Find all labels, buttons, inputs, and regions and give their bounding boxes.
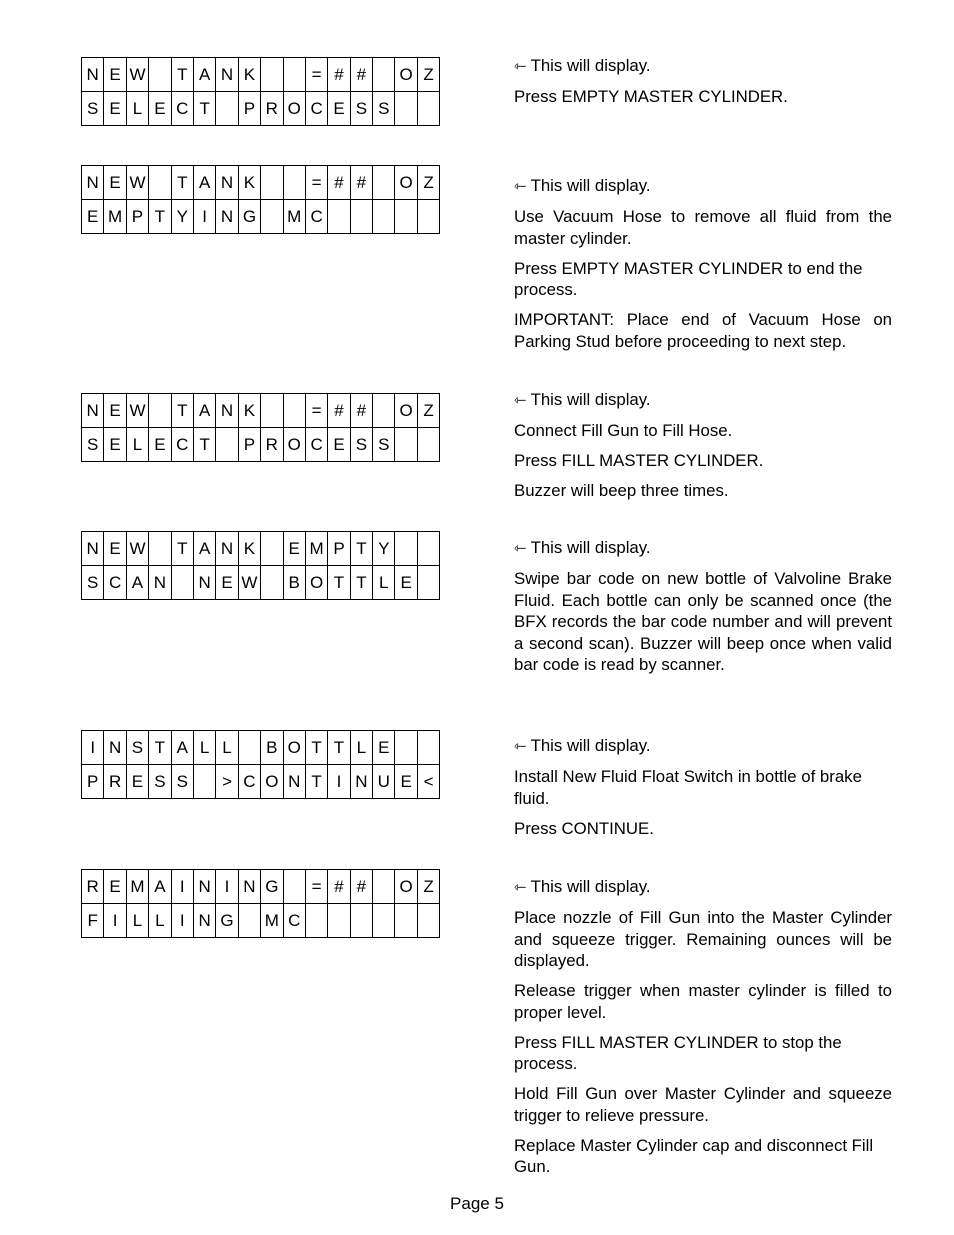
lcd-cell: Z bbox=[417, 166, 439, 200]
lcd-cell: P bbox=[238, 428, 260, 462]
lcd-cell: S bbox=[350, 92, 372, 126]
instruction-paragraph bbox=[514, 766, 892, 809]
lcd-cell: T bbox=[171, 58, 193, 92]
lcd-cell: W bbox=[126, 58, 148, 92]
lcd-cell: P bbox=[238, 92, 260, 126]
lcd-cell: W bbox=[238, 566, 260, 600]
lcd-cell bbox=[373, 870, 395, 904]
lcd-cell: = bbox=[305, 394, 327, 428]
paragraph-text: Connect Fill Gun to Fill Hose. bbox=[514, 421, 733, 440]
lcd-cell: I bbox=[216, 870, 238, 904]
lcd-cell: G bbox=[216, 904, 238, 938]
lcd-cell bbox=[395, 92, 417, 126]
lcd-cell: O bbox=[395, 58, 417, 92]
step-description bbox=[514, 876, 892, 1186]
lcd-cell bbox=[216, 92, 238, 126]
lcd-cell: M bbox=[126, 870, 148, 904]
step-description bbox=[514, 175, 892, 361]
lcd-display bbox=[81, 57, 440, 126]
lcd-cell: Y bbox=[373, 532, 395, 566]
left-arrow-icon: ⇽ bbox=[514, 879, 527, 896]
lcd-cell: I bbox=[193, 200, 215, 234]
lcd-cell: M bbox=[283, 200, 305, 234]
lcd-cell bbox=[149, 166, 171, 200]
instruction-paragraph bbox=[514, 309, 892, 352]
lcd-cell bbox=[373, 394, 395, 428]
instruction-paragraph bbox=[514, 818, 892, 840]
lcd-cell: E bbox=[149, 92, 171, 126]
lcd-cell: L bbox=[126, 92, 148, 126]
lcd-display bbox=[81, 730, 440, 799]
lcd-cell bbox=[238, 904, 260, 938]
lcd-cell: A bbox=[126, 566, 148, 600]
lcd-cell: < bbox=[417, 765, 439, 799]
lcd-cell: O bbox=[283, 92, 305, 126]
lcd-cell bbox=[149, 394, 171, 428]
display-note bbox=[514, 175, 892, 198]
lcd-cell bbox=[395, 200, 417, 234]
lcd-cell: L bbox=[193, 731, 215, 765]
left-arrow-icon: ⇽ bbox=[514, 178, 527, 195]
lcd-cell bbox=[417, 904, 439, 938]
lcd-cell: E bbox=[395, 765, 417, 799]
lcd-cell: E bbox=[104, 532, 126, 566]
lcd-cell: I bbox=[171, 870, 193, 904]
lcd-cell: N bbox=[216, 166, 238, 200]
lcd-cell: Z bbox=[417, 394, 439, 428]
lcd-cell: S bbox=[373, 92, 395, 126]
lcd-cell bbox=[350, 904, 372, 938]
instruction-paragraph bbox=[514, 568, 892, 676]
lcd-cell: P bbox=[126, 200, 148, 234]
lcd-cell: I bbox=[82, 731, 104, 765]
lcd-cell: Z bbox=[417, 870, 439, 904]
paragraph-text: This will display. bbox=[530, 538, 651, 557]
lcd-cell: C bbox=[238, 765, 260, 799]
lcd-cell: E bbox=[328, 92, 350, 126]
lcd-cell: S bbox=[350, 428, 372, 462]
lcd-cell bbox=[261, 394, 283, 428]
instruction-paragraph bbox=[514, 1083, 892, 1126]
lcd-cell: N bbox=[238, 870, 260, 904]
lcd-cell: C bbox=[283, 904, 305, 938]
lcd-cell bbox=[373, 904, 395, 938]
lcd-cell bbox=[149, 532, 171, 566]
lcd-cell: K bbox=[238, 532, 260, 566]
lcd-cell: = bbox=[305, 58, 327, 92]
lcd-cell: T bbox=[305, 731, 327, 765]
paragraph-text: This will display. bbox=[530, 56, 651, 75]
lcd-cell: C bbox=[305, 92, 327, 126]
instruction-paragraph bbox=[514, 907, 892, 972]
lcd-cell: S bbox=[126, 731, 148, 765]
lcd-cell: E bbox=[149, 428, 171, 462]
lcd-cell bbox=[261, 566, 283, 600]
lcd-cell bbox=[261, 200, 283, 234]
step-description bbox=[514, 735, 892, 848]
paragraph-text: Swipe bar code on new bottle of Valvoline Brake Fluid. Each bottle can only be scanned once (the BFX records the bar code number and will prevent a second scan). Buzzer will beep once when valid bar code is read by scanner. bbox=[514, 569, 892, 674]
paragraph-text: Buzzer will beep three times. bbox=[514, 481, 729, 500]
lcd-cell: E bbox=[216, 566, 238, 600]
lcd-cell: E bbox=[126, 765, 148, 799]
lcd-cell: E bbox=[395, 566, 417, 600]
lcd-cell bbox=[305, 904, 327, 938]
lcd-row bbox=[82, 166, 440, 200]
lcd-cell bbox=[261, 532, 283, 566]
lcd-cell: Z bbox=[417, 58, 439, 92]
display-note bbox=[514, 389, 892, 412]
lcd-cell: B bbox=[261, 731, 283, 765]
display-note bbox=[514, 537, 892, 560]
lcd-cell: T bbox=[171, 532, 193, 566]
lcd-row bbox=[82, 92, 440, 126]
lcd-cell: Y bbox=[171, 200, 193, 234]
lcd-cell: S bbox=[149, 765, 171, 799]
lcd-cell: R bbox=[261, 92, 283, 126]
lcd-cell bbox=[261, 166, 283, 200]
lcd-cell: # bbox=[350, 58, 372, 92]
lcd-cell bbox=[395, 428, 417, 462]
lcd-cell bbox=[395, 731, 417, 765]
lcd-row bbox=[82, 731, 440, 765]
lcd-display bbox=[81, 165, 440, 234]
lcd-cell: S bbox=[82, 428, 104, 462]
left-arrow-icon: ⇽ bbox=[514, 738, 527, 755]
lcd-cell: L bbox=[126, 428, 148, 462]
lcd-cell: N bbox=[193, 566, 215, 600]
lcd-cell: N bbox=[216, 394, 238, 428]
lcd-cell: C bbox=[305, 428, 327, 462]
lcd-cell bbox=[417, 200, 439, 234]
lcd-cell: T bbox=[171, 166, 193, 200]
instruction-paragraph bbox=[514, 86, 892, 108]
lcd-cell: = bbox=[305, 166, 327, 200]
lcd-cell: N bbox=[193, 904, 215, 938]
lcd-cell bbox=[283, 394, 305, 428]
lcd-cell: N bbox=[216, 200, 238, 234]
lcd-cell: # bbox=[350, 394, 372, 428]
lcd-cell: # bbox=[328, 870, 350, 904]
paragraph-text: Press CONTINUE. bbox=[514, 818, 654, 838]
instruction-paragraph bbox=[514, 420, 892, 442]
lcd-cell: S bbox=[82, 92, 104, 126]
lcd-cell bbox=[417, 566, 439, 600]
paragraph-text: Install New Fluid Float Switch in bottle of brake fluid. bbox=[514, 767, 862, 808]
lcd-cell: T bbox=[305, 765, 327, 799]
lcd-cell: E bbox=[104, 166, 126, 200]
lcd-cell: L bbox=[216, 731, 238, 765]
lcd-cell: O bbox=[283, 731, 305, 765]
lcd-cell: L bbox=[373, 566, 395, 600]
lcd-cell bbox=[373, 58, 395, 92]
lcd-cell: O bbox=[305, 566, 327, 600]
lcd-cell: T bbox=[350, 532, 372, 566]
lcd-cell: T bbox=[350, 566, 372, 600]
lcd-cell: N bbox=[149, 566, 171, 600]
lcd-cell: E bbox=[373, 731, 395, 765]
lcd-cell: O bbox=[395, 394, 417, 428]
paragraph-text: Press FILL MASTER CYLINDER to stop the process. bbox=[514, 1032, 842, 1073]
lcd-cell: T bbox=[193, 92, 215, 126]
instruction-paragraph bbox=[514, 1135, 892, 1178]
lcd-cell bbox=[350, 200, 372, 234]
lcd-cell: N bbox=[193, 870, 215, 904]
lcd-cell: # bbox=[350, 166, 372, 200]
lcd-cell: R bbox=[261, 428, 283, 462]
lcd-cell: T bbox=[149, 200, 171, 234]
lcd-cell: # bbox=[328, 394, 350, 428]
lcd-cell bbox=[216, 428, 238, 462]
step-description bbox=[514, 55, 892, 116]
step-description bbox=[514, 537, 892, 684]
lcd-cell: L bbox=[350, 731, 372, 765]
lcd-cell: N bbox=[82, 166, 104, 200]
lcd-cell: O bbox=[395, 870, 417, 904]
lcd-cell: A bbox=[193, 166, 215, 200]
lcd-display bbox=[81, 531, 440, 600]
lcd-cell: G bbox=[261, 870, 283, 904]
lcd-cell: G bbox=[238, 200, 260, 234]
display-note bbox=[514, 55, 892, 78]
instruction-paragraph bbox=[514, 1032, 892, 1075]
left-arrow-icon: ⇽ bbox=[514, 58, 527, 75]
lcd-cell: K bbox=[238, 58, 260, 92]
lcd-cell: C bbox=[171, 428, 193, 462]
lcd-cell: F bbox=[82, 904, 104, 938]
lcd-display bbox=[81, 393, 440, 462]
instruction-paragraph bbox=[514, 258, 892, 301]
lcd-cell: L bbox=[126, 904, 148, 938]
lcd-cell: # bbox=[350, 870, 372, 904]
lcd-cell: B bbox=[283, 566, 305, 600]
lcd-cell: E bbox=[104, 58, 126, 92]
lcd-cell bbox=[395, 904, 417, 938]
lcd-cell: T bbox=[171, 394, 193, 428]
lcd-cell: I bbox=[171, 904, 193, 938]
lcd-cell: P bbox=[328, 532, 350, 566]
instruction-paragraph bbox=[514, 480, 892, 502]
lcd-cell: L bbox=[149, 904, 171, 938]
lcd-cell bbox=[238, 731, 260, 765]
left-arrow-icon: ⇽ bbox=[514, 540, 527, 557]
lcd-cell: O bbox=[283, 428, 305, 462]
lcd-cell bbox=[417, 731, 439, 765]
paragraph-text: Press EMPTY MASTER CYLINDER to end the process. bbox=[514, 258, 863, 299]
paragraph-text: This will display. bbox=[530, 390, 651, 409]
lcd-cell bbox=[373, 200, 395, 234]
paragraph-text: Place nozzle of Fill Gun into the Master Cylinder and squeeze trigger. Remaining ounces will be displayed. bbox=[514, 908, 892, 970]
lcd-cell: > bbox=[216, 765, 238, 799]
lcd-cell: # bbox=[328, 58, 350, 92]
lcd-cell: P bbox=[82, 765, 104, 799]
lcd-cell: K bbox=[238, 394, 260, 428]
paragraph-text: Replace Master Cylinder cap and disconnect Fill Gun. bbox=[514, 1135, 874, 1176]
step-description bbox=[514, 389, 892, 510]
lcd-cell: E bbox=[328, 428, 350, 462]
lcd-cell: E bbox=[104, 92, 126, 126]
lcd-cell: A bbox=[193, 394, 215, 428]
lcd-row bbox=[82, 428, 440, 462]
lcd-cell: E bbox=[283, 532, 305, 566]
lcd-cell bbox=[328, 200, 350, 234]
lcd-cell bbox=[171, 566, 193, 600]
lcd-cell: A bbox=[149, 870, 171, 904]
lcd-cell: R bbox=[82, 870, 104, 904]
paragraph-text: Use Vacuum Hose to remove all fluid from the master cylinder. bbox=[514, 207, 892, 248]
paragraph-text: IMPORTANT: Place end of Vacuum Hose on Parking Stud before proceeding to next step. bbox=[514, 310, 892, 351]
lcd-cell bbox=[417, 532, 439, 566]
lcd-cell: K bbox=[238, 166, 260, 200]
lcd-cell: N bbox=[216, 532, 238, 566]
lcd-cell: E bbox=[104, 428, 126, 462]
paragraph-text: This will display. bbox=[530, 877, 651, 896]
lcd-cell: C bbox=[171, 92, 193, 126]
lcd-cell bbox=[283, 58, 305, 92]
lcd-cell: C bbox=[305, 200, 327, 234]
lcd-cell: E bbox=[104, 870, 126, 904]
lcd-cell bbox=[417, 92, 439, 126]
lcd-cell: N bbox=[216, 58, 238, 92]
lcd-cell: = bbox=[305, 870, 327, 904]
lcd-cell: E bbox=[82, 200, 104, 234]
lcd-row bbox=[82, 566, 440, 600]
lcd-cell bbox=[283, 166, 305, 200]
lcd-cell: A bbox=[193, 532, 215, 566]
lcd-cell bbox=[193, 765, 215, 799]
lcd-cell bbox=[261, 58, 283, 92]
lcd-cell: W bbox=[126, 166, 148, 200]
page-number: Page 5 bbox=[450, 1194, 504, 1213]
lcd-cell: W bbox=[126, 394, 148, 428]
lcd-cell: T bbox=[193, 428, 215, 462]
lcd-cell: S bbox=[373, 428, 395, 462]
instruction-paragraph bbox=[514, 206, 892, 249]
lcd-display bbox=[81, 869, 440, 938]
lcd-cell: M bbox=[261, 904, 283, 938]
lcd-row bbox=[82, 765, 440, 799]
lcd-cell: T bbox=[328, 731, 350, 765]
lcd-cell: S bbox=[82, 566, 104, 600]
display-note bbox=[514, 876, 892, 899]
left-arrow-icon: ⇽ bbox=[514, 392, 527, 409]
lcd-cell: N bbox=[82, 58, 104, 92]
paragraph-text: Press EMPTY MASTER CYLINDER. bbox=[514, 87, 788, 106]
lcd-cell bbox=[395, 532, 417, 566]
lcd-row bbox=[82, 200, 440, 234]
paragraph-text: This will display. bbox=[530, 736, 651, 755]
lcd-cell: R bbox=[104, 765, 126, 799]
lcd-cell: E bbox=[104, 394, 126, 428]
lcd-cell: A bbox=[193, 58, 215, 92]
display-note bbox=[514, 735, 892, 758]
paragraph-text: Release trigger when master cylinder is filled to proper level. bbox=[514, 981, 892, 1022]
lcd-cell: T bbox=[328, 566, 350, 600]
lcd-cell: M bbox=[305, 532, 327, 566]
lcd-cell: O bbox=[261, 765, 283, 799]
lcd-cell: N bbox=[350, 765, 372, 799]
paragraph-text: Press FILL MASTER CYLINDER. bbox=[514, 451, 764, 470]
paragraph-text: Hold Fill Gun over Master Cylinder and squeeze trigger to relieve pressure. bbox=[514, 1084, 892, 1125]
lcd-cell: O bbox=[395, 166, 417, 200]
lcd-row bbox=[82, 394, 440, 428]
lcd-cell: N bbox=[104, 731, 126, 765]
lcd-cell: M bbox=[104, 200, 126, 234]
lcd-cell: T bbox=[149, 731, 171, 765]
lcd-cell: W bbox=[126, 532, 148, 566]
lcd-cell: I bbox=[104, 904, 126, 938]
lcd-row bbox=[82, 870, 440, 904]
lcd-cell: A bbox=[171, 731, 193, 765]
instruction-paragraph bbox=[514, 450, 892, 472]
lcd-cell bbox=[417, 428, 439, 462]
lcd-cell bbox=[328, 904, 350, 938]
lcd-row bbox=[82, 58, 440, 92]
lcd-cell: S bbox=[171, 765, 193, 799]
instruction-paragraph bbox=[514, 980, 892, 1023]
lcd-cell: N bbox=[82, 394, 104, 428]
lcd-cell bbox=[283, 870, 305, 904]
lcd-cell: N bbox=[82, 532, 104, 566]
lcd-cell bbox=[149, 58, 171, 92]
paragraph-text: This will display. bbox=[530, 176, 651, 195]
lcd-cell bbox=[373, 166, 395, 200]
lcd-row bbox=[82, 904, 440, 938]
lcd-cell: I bbox=[328, 765, 350, 799]
lcd-cell: # bbox=[328, 166, 350, 200]
lcd-cell: U bbox=[373, 765, 395, 799]
lcd-cell: C bbox=[104, 566, 126, 600]
lcd-cell: N bbox=[283, 765, 305, 799]
lcd-row bbox=[82, 532, 440, 566]
